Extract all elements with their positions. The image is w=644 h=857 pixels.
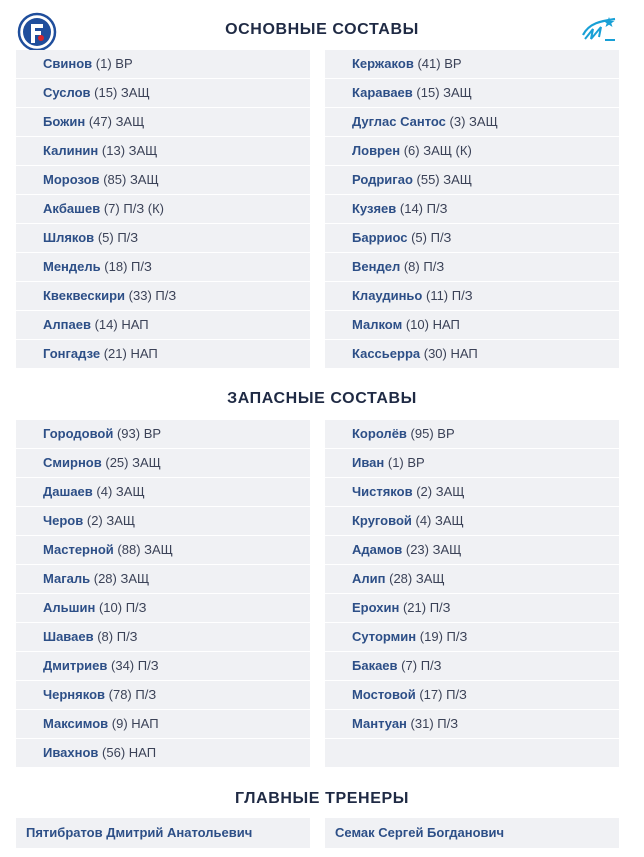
- player-row[interactable]: [325, 224, 619, 253]
- player-row[interactable]: [325, 79, 619, 108]
- player-position: П/З: [135, 687, 157, 702]
- player-position: НАП: [130, 346, 158, 361]
- player-row[interactable]: [325, 478, 619, 507]
- player-row[interactable]: [325, 536, 619, 565]
- player-position: ВР: [437, 426, 455, 441]
- player-number: (2): [86, 513, 103, 528]
- player-row[interactable]: [325, 253, 619, 282]
- player-position: НАП: [450, 346, 478, 361]
- player-name[interactable]: Сутормин: [352, 629, 417, 644]
- player-row[interactable]: [16, 536, 310, 565]
- player-name[interactable]: Клаудиньо: [352, 288, 423, 303]
- player-number: (33): [128, 288, 152, 303]
- player-position: П/З: [420, 658, 442, 673]
- player-name[interactable]: Ловрен: [352, 143, 401, 158]
- player-name[interactable]: Круговой: [352, 513, 412, 528]
- player-number: (95): [410, 426, 434, 441]
- player-number: (88): [117, 542, 141, 557]
- player-position: ЗАЩ: [120, 85, 150, 100]
- player-name[interactable]: Гонгадзе: [43, 346, 101, 361]
- player-number: (17): [419, 687, 443, 702]
- player-position: ЗАЩ: [115, 484, 145, 499]
- player-name[interactable]: Шляков: [43, 230, 95, 245]
- player-position: НАП: [128, 745, 157, 760]
- player-row[interactable]: [16, 282, 310, 311]
- player-position: ВР: [444, 56, 462, 71]
- player-row[interactable]: [325, 50, 619, 79]
- player-number: (1): [95, 56, 112, 71]
- player-name[interactable]: Смирнов: [43, 455, 102, 470]
- player-position: П/З: [117, 230, 139, 245]
- player-position: ЗАЩ: [132, 455, 161, 470]
- player-number: (2): [416, 484, 433, 499]
- player-position: П/З: [125, 600, 147, 615]
- player-position: П/З (К): [123, 201, 165, 216]
- player-number: (21): [402, 600, 427, 615]
- player-position: НАП: [432, 317, 460, 332]
- player-row: [325, 739, 619, 768]
- player-row[interactable]: [325, 137, 619, 166]
- subs-lineups-title: ЗАПАСНЫЕ СОСТАВЫ: [227, 390, 417, 407]
- player-row[interactable]: [16, 449, 310, 478]
- player-row[interactable]: [16, 681, 310, 710]
- player-name[interactable]: Барриос: [352, 230, 408, 245]
- player-row[interactable]: [325, 420, 619, 449]
- player-number: (14): [399, 201, 424, 216]
- player-number: (18): [104, 259, 128, 274]
- player-name[interactable]: Альшин: [43, 600, 96, 615]
- player-row[interactable]: [16, 79, 310, 108]
- player-row[interactable]: [16, 108, 310, 137]
- player-position: П/З: [429, 600, 451, 615]
- player-name[interactable]: Кассьерра: [352, 346, 421, 361]
- player-number: (10): [98, 600, 123, 615]
- player-position: П/З: [137, 658, 159, 673]
- player-number: (7): [401, 658, 418, 673]
- player-row[interactable]: [16, 420, 310, 449]
- player-row[interactable]: [325, 652, 619, 681]
- player-position: П/З: [446, 629, 468, 644]
- player-name[interactable]: Шаваев: [43, 629, 94, 644]
- player-name[interactable]: Свинов: [43, 56, 93, 71]
- player-row[interactable]: [16, 507, 310, 536]
- player-number: (23): [405, 542, 429, 557]
- player-row[interactable]: [16, 137, 310, 166]
- player-number: (31): [410, 716, 434, 731]
- player-name[interactable]: Мастерной: [43, 542, 114, 557]
- player-row[interactable]: [16, 50, 310, 79]
- player-name[interactable]: Суслов: [43, 85, 91, 100]
- player-number: (6): [403, 143, 420, 158]
- home-main-lineup: [16, 50, 310, 369]
- player-row[interactable]: [325, 311, 619, 340]
- player-row[interactable]: [16, 623, 310, 652]
- player-name[interactable]: Акбашев: [43, 201, 101, 216]
- player-number: (15): [94, 85, 118, 100]
- player-name[interactable]: Вендел: [352, 259, 401, 274]
- player-name[interactable]: Магаль: [43, 571, 91, 586]
- player-number: (8): [403, 259, 420, 274]
- player-number: (47): [88, 114, 112, 129]
- away-coach[interactable]: Семак Сергей Богданович: [325, 818, 619, 848]
- player-name[interactable]: Алип: [352, 571, 386, 586]
- player-row[interactable]: [16, 739, 310, 768]
- player-position: ЗАЩ: [120, 571, 150, 586]
- player-name[interactable]: Мантуан: [352, 716, 407, 731]
- player-name[interactable]: Ивахнов: [43, 745, 99, 760]
- player-number: (19): [419, 629, 443, 644]
- player-row[interactable]: [16, 340, 310, 369]
- player-name[interactable]: Родригао: [352, 172, 413, 187]
- player-row[interactable]: [16, 478, 310, 507]
- player-position: ЗАЩ: [469, 114, 498, 129]
- player-position: ЗАЩ: [415, 571, 445, 586]
- away-main-lineup: [325, 50, 619, 369]
- player-position: ЗАЩ: [128, 143, 158, 158]
- player-row[interactable]: [325, 710, 619, 739]
- player-position: НАП: [131, 716, 159, 731]
- player-name[interactable]: Божин: [43, 114, 86, 129]
- player-row[interactable]: [16, 166, 310, 195]
- player-row[interactable]: [16, 710, 310, 739]
- player-position: ЗАЩ: [432, 542, 462, 557]
- player-row[interactable]: [16, 652, 310, 681]
- player-row[interactable]: [16, 195, 310, 224]
- home-coach[interactable]: Пятибратов Дмитрий Анатольевич: [16, 818, 310, 848]
- player-number: (4): [415, 513, 432, 528]
- home-subs-lineup: [16, 420, 310, 768]
- player-number: (9): [111, 716, 128, 731]
- player-row[interactable]: [325, 195, 619, 224]
- player-name[interactable]: Дуглас Сантос: [352, 114, 446, 129]
- player-position: П/З: [155, 288, 177, 303]
- player-position: ЗАЩ: [443, 85, 472, 100]
- player-row[interactable]: [325, 166, 619, 195]
- player-name[interactable]: Морозов: [43, 172, 100, 187]
- player-name[interactable]: Малком: [352, 317, 403, 332]
- player-number: (5): [97, 230, 114, 245]
- player-name[interactable]: Королёв: [352, 426, 407, 441]
- player-name[interactable]: Кержаков: [352, 56, 414, 71]
- away-subs-lineup: [325, 420, 619, 768]
- player-number: (14): [94, 317, 118, 332]
- player-number: (1): [387, 455, 404, 470]
- player-name[interactable]: Чистяков: [352, 484, 413, 499]
- player-number: (93): [116, 426, 141, 441]
- main-lineups-title: ОСНОВНЫЕ СОСТАВЫ: [225, 21, 419, 38]
- player-name[interactable]: Дашаев: [43, 484, 93, 499]
- player-name[interactable]: Иван: [352, 455, 385, 470]
- player-number: (7): [103, 201, 120, 216]
- player-row[interactable]: [325, 681, 619, 710]
- player-position: ЗАЩ: [435, 484, 465, 499]
- player-position: ЗАЩ: [115, 114, 145, 129]
- player-number: (78): [108, 687, 132, 702]
- player-name[interactable]: Дмитриев: [43, 658, 108, 673]
- player-position: ЗАЩ: [106, 513, 136, 528]
- player-position: ЗАЩ (К): [423, 143, 472, 158]
- player-name[interactable]: Кузяев: [352, 201, 397, 216]
- player-row[interactable]: [325, 507, 619, 536]
- player-number: (28): [93, 571, 117, 586]
- player-row[interactable]: [16, 311, 310, 340]
- player-row[interactable]: [16, 253, 310, 282]
- player-number: (41): [417, 56, 441, 71]
- player-name[interactable]: Мендель: [43, 259, 101, 274]
- player-name[interactable]: Максимов: [43, 716, 109, 731]
- player-name[interactable]: Черов: [43, 513, 84, 528]
- player-number: (55): [416, 172, 440, 187]
- player-position: ЗАЩ: [129, 172, 159, 187]
- player-position: П/З: [451, 288, 473, 303]
- player-position: П/З: [423, 259, 445, 274]
- player-position: ЗАЩ: [144, 542, 173, 557]
- player-name[interactable]: Караваев: [352, 85, 413, 100]
- player-row[interactable]: [325, 449, 619, 478]
- player-position: ЗАЩ: [443, 172, 472, 187]
- player-position: ВР: [143, 426, 162, 441]
- player-position: П/З: [426, 201, 448, 216]
- player-row[interactable]: [16, 565, 310, 594]
- player-position: П/З: [430, 230, 452, 245]
- player-position: П/З: [131, 259, 152, 274]
- player-row[interactable]: [325, 108, 619, 137]
- player-position: ВР: [115, 56, 133, 71]
- player-row[interactable]: [325, 565, 619, 594]
- player-position: П/З: [437, 716, 459, 731]
- player-position: П/З: [446, 687, 467, 702]
- zenit-logo-icon: [579, 15, 619, 45]
- player-name[interactable]: Адамов: [352, 542, 403, 557]
- player-row[interactable]: [325, 623, 619, 652]
- player-number: (5): [411, 230, 427, 245]
- player-number: (15): [416, 85, 440, 100]
- player-name[interactable]: Алпаев: [43, 317, 91, 332]
- player-number: (85): [103, 172, 127, 187]
- player-name[interactable]: Городовой: [43, 426, 114, 441]
- player-number: (21): [103, 346, 127, 361]
- player-row[interactable]: [16, 594, 310, 623]
- player-name[interactable]: Мостовой: [352, 687, 416, 702]
- player-name[interactable]: Ерохин: [352, 600, 400, 615]
- player-number: (30): [423, 346, 447, 361]
- player-number: (3): [449, 114, 466, 129]
- player-position: НАП: [121, 317, 149, 332]
- player-number: (11): [425, 288, 449, 303]
- player-number: (13): [101, 143, 126, 158]
- player-position: ВР: [407, 455, 425, 470]
- player-number: (28): [389, 571, 413, 586]
- player-name[interactable]: Черняков: [43, 687, 106, 702]
- player-name[interactable]: Квеквескири: [43, 288, 126, 303]
- player-number: (10): [405, 317, 429, 332]
- player-row[interactable]: [16, 224, 310, 253]
- player-position: П/З: [116, 629, 138, 644]
- coaches-title: ГЛАВНЫЕ ТРЕНЕРЫ: [234, 790, 410, 807]
- player-row[interactable]: [325, 282, 619, 311]
- player-number: (25): [105, 455, 129, 470]
- player-position: ЗАЩ: [435, 513, 464, 528]
- player-name[interactable]: Бакаев: [352, 658, 398, 673]
- player-number: (8): [97, 629, 114, 644]
- player-row[interactable]: [325, 594, 619, 623]
- player-number: (34): [111, 658, 135, 673]
- player-name[interactable]: Калинин: [43, 143, 99, 158]
- player-number: (4): [96, 484, 113, 499]
- player-number: (56): [102, 745, 126, 760]
- player-row[interactable]: [325, 340, 619, 369]
